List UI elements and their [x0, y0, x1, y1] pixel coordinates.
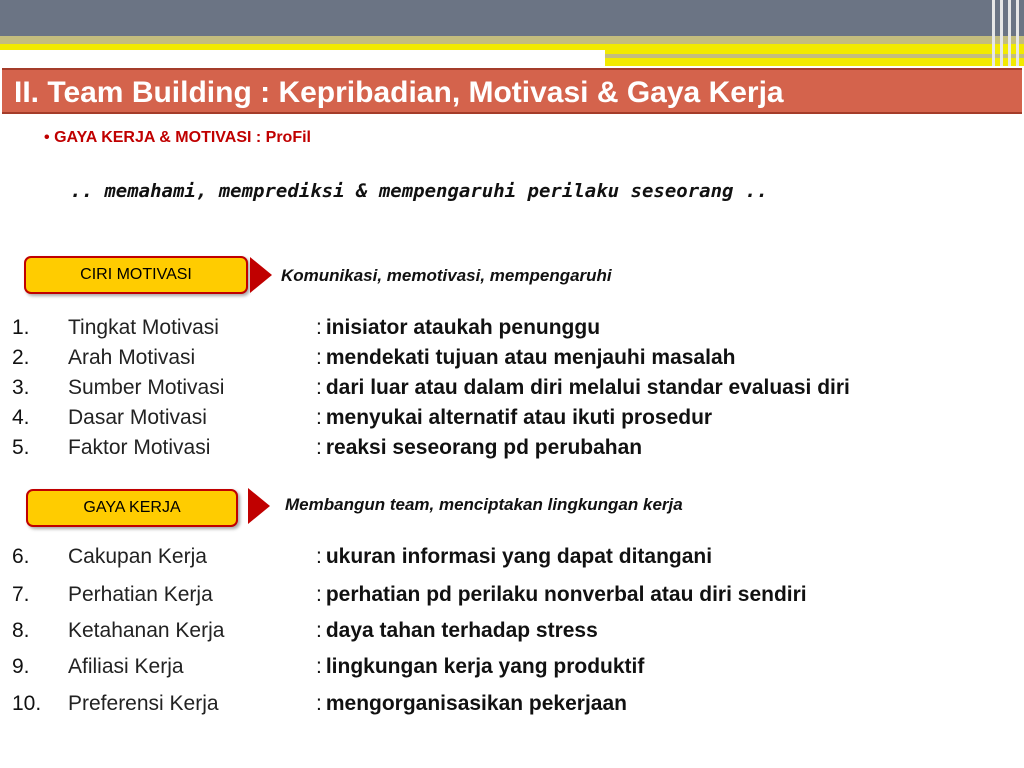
item-label: Faktor Motivasi: [68, 436, 211, 459]
title-bar: [2, 68, 1022, 114]
list-item: [0, 436, 1024, 466]
item-label: Dasar Motivasi: [68, 406, 207, 429]
item-value: : dari luar atau dalam diri melalui standar evaluasi diri: [316, 376, 850, 399]
tagline: .. memahami, memprediksi & mempengaruhi perilaku seseorang ..: [70, 180, 768, 202]
item-label: Cakupan Kerja: [68, 545, 207, 568]
item-label: Arah Motivasi: [68, 346, 196, 369]
header-top-band: [0, 0, 1024, 36]
item-number: 8.: [12, 619, 30, 642]
list-item: [0, 583, 1024, 613]
list-item: [0, 655, 1024, 685]
ciri-motivasi-label-box: [24, 256, 248, 294]
list-item: [0, 346, 1024, 376]
header-olive-line: [0, 36, 1024, 44]
item-value: : ukuran informasi yang dapat ditangani: [316, 545, 713, 568]
item-number: 2.: [12, 346, 30, 369]
list-item: [0, 406, 1024, 436]
subheading: [44, 129, 311, 147]
header-olive-line-right: [605, 54, 1024, 58]
item-label: Tingkat Motivasi: [68, 316, 219, 339]
header-white-inset: [0, 50, 605, 66]
item-number: 9.: [12, 655, 30, 678]
item-label: Ketahanan Kerja: [68, 619, 225, 642]
item-number: 6.: [12, 545, 30, 568]
list-item: [0, 619, 1024, 649]
ciri-motivasi-description: Komunikasi, memotivasi, mempengaruhi: [281, 266, 612, 285]
item-label: Sumber Motivasi: [68, 376, 225, 399]
list-item: [0, 545, 1024, 575]
item-label: Perhatian Kerja: [68, 583, 213, 606]
list-item: [0, 376, 1024, 406]
item-value: : reaksi seseorang pd perubahan: [316, 436, 643, 459]
item-number: 10.: [12, 692, 42, 715]
ciri-motivasi-arrow-icon: [250, 257, 272, 293]
item-value: : inisiator ataukah penunggu: [316, 316, 601, 339]
ciri-motivasi-label: CIRI MOTIVASI: [80, 266, 192, 283]
item-value: : lingkungan kerja yang produktif: [316, 655, 645, 678]
list-item: [0, 316, 1024, 346]
list-item: [0, 692, 1024, 722]
gaya-kerja-description: Membangun team, menciptakan lingkungan kerja: [285, 495, 683, 514]
item-value: : perhatian pd perilaku nonverbal atau diri sendiri: [316, 583, 807, 606]
corner-stripes-decoration: [986, 0, 1024, 66]
item-label: Preferensi Kerja: [68, 692, 219, 715]
gaya-kerja-arrow-icon: [248, 488, 270, 524]
gaya-kerja-label: GAYA KERJA: [83, 499, 181, 516]
item-number: 7.: [12, 583, 30, 606]
item-value: : mendekati tujuan atau menjauhi masalah: [316, 346, 736, 369]
subheading-text: GAYA KERJA & MOTIVASI : ProFil: [54, 129, 311, 146]
item-label: Afiliasi Kerja: [68, 655, 184, 678]
gaya-kerja-label-box: [26, 489, 238, 527]
item-number: 5.: [12, 436, 30, 459]
item-number: 4.: [12, 406, 30, 429]
item-number: 1.: [12, 316, 30, 339]
item-value: : daya tahan terhadap stress: [316, 619, 598, 642]
item-number: 3.: [12, 376, 30, 399]
item-value: : mengorganisasikan pekerjaan: [316, 692, 627, 715]
item-value: : menyukai alternatif atau ikuti prosedur: [316, 406, 713, 429]
bullet-glyph: •: [44, 129, 50, 146]
slide-title: II. Team Building : Kepribadian, Motivasi & Gaya Kerja: [14, 76, 784, 109]
